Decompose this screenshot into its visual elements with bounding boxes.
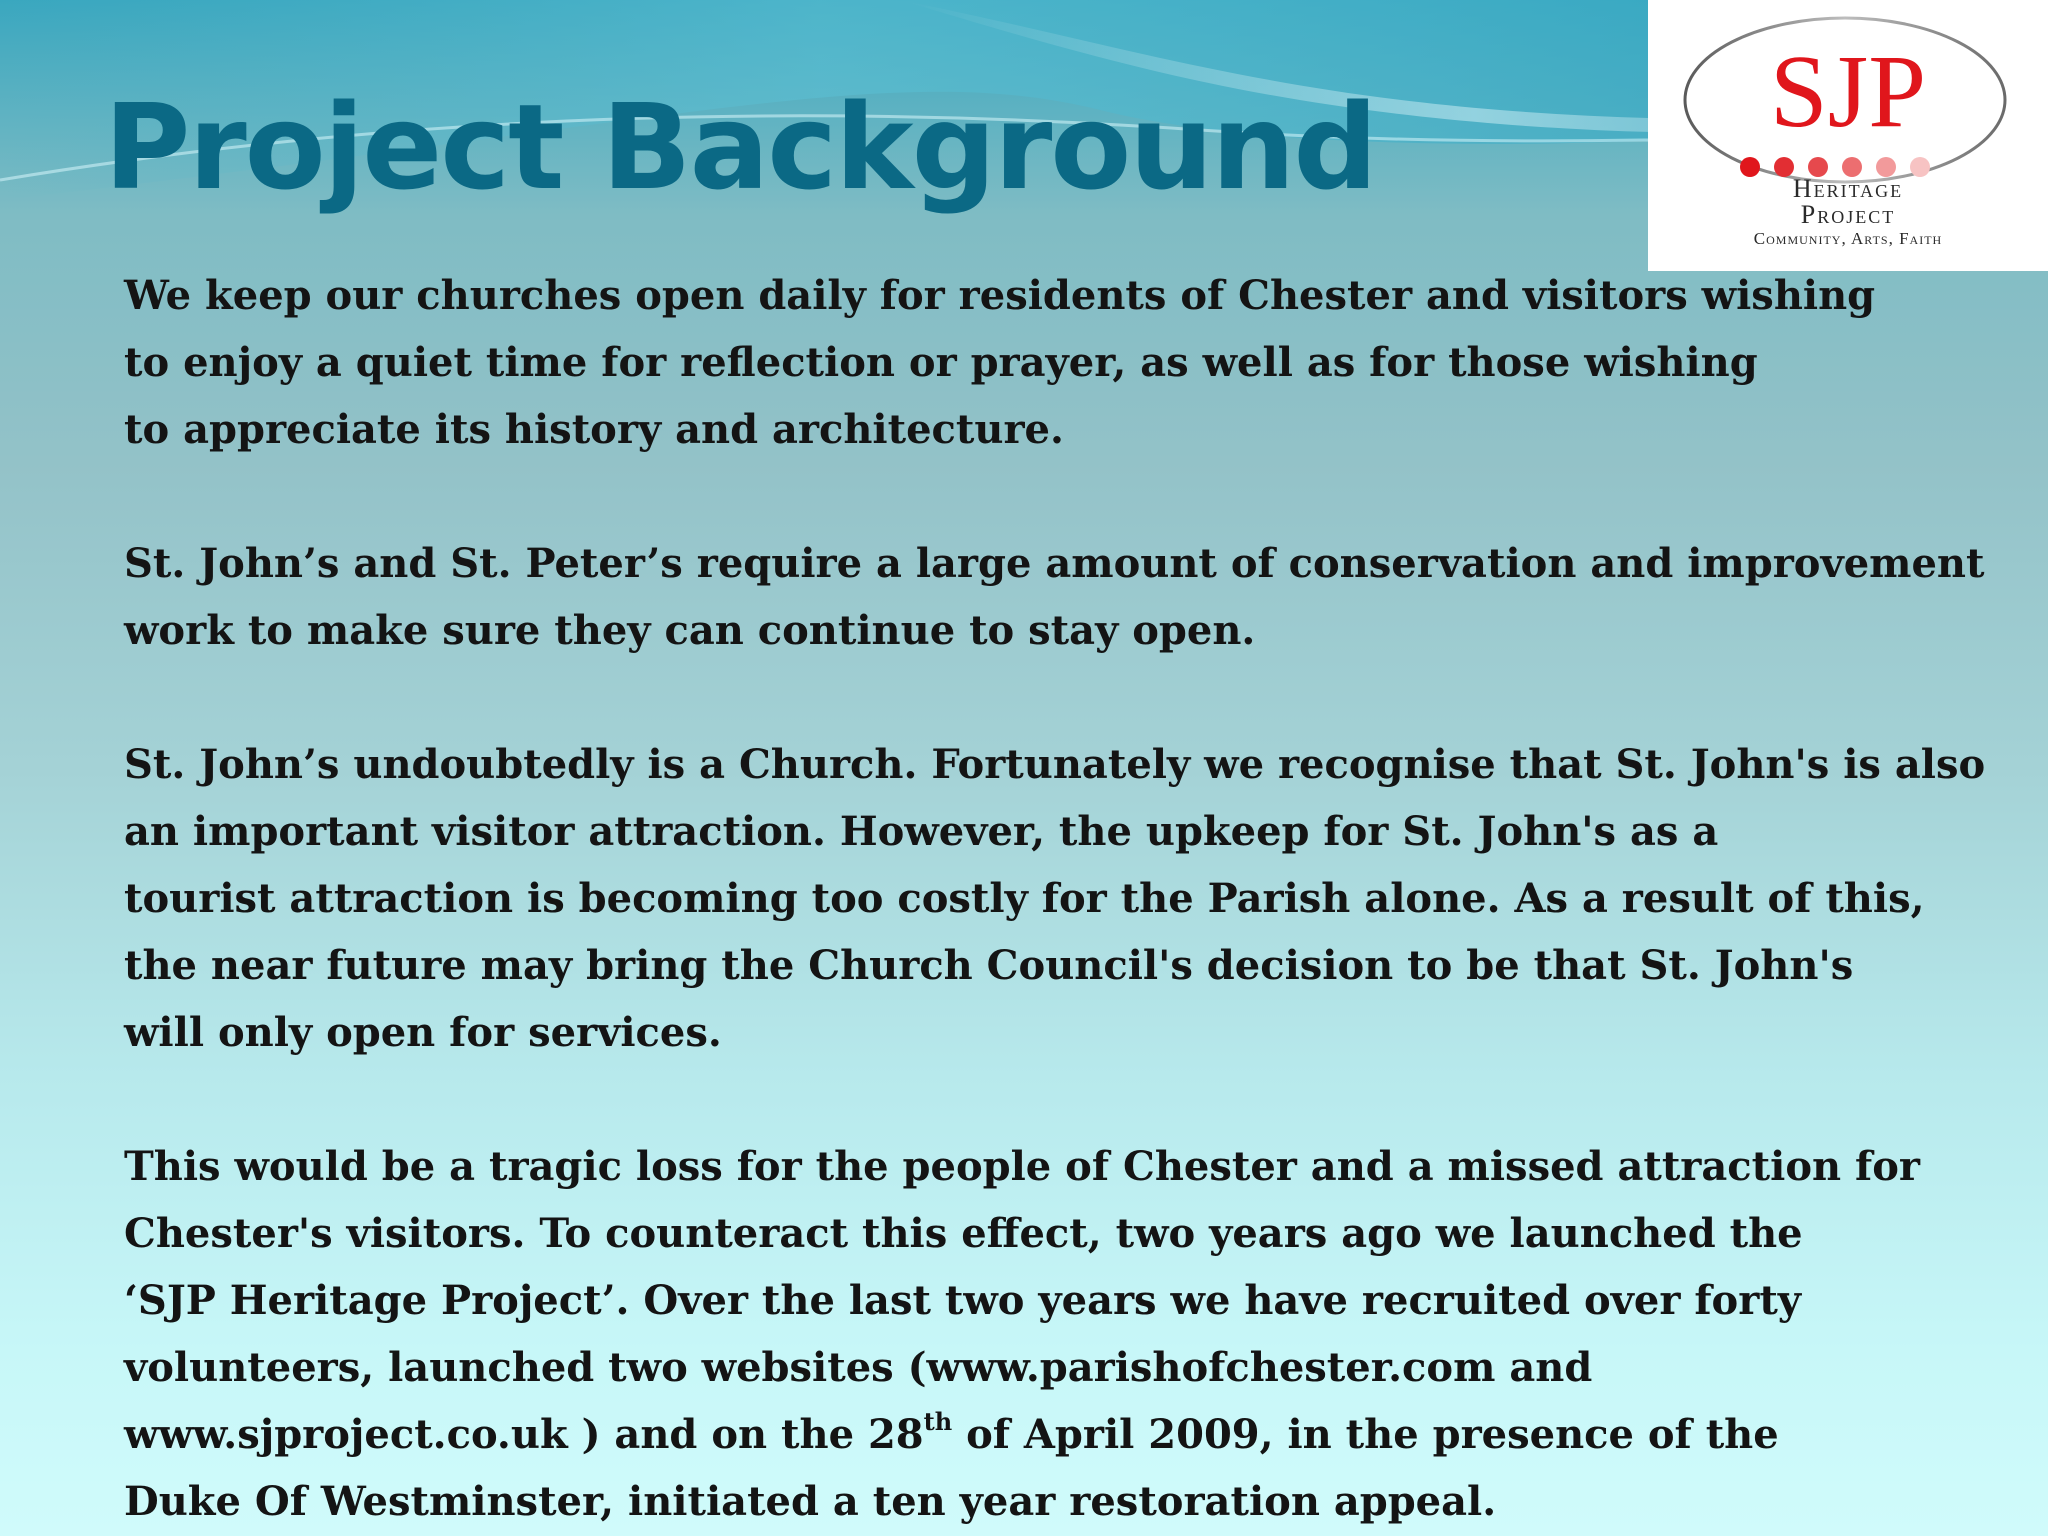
body-text <box>124 262 2004 1535</box>
text-line: This would be a tragic loss for the people of Chester and a missed attraction for <box>124 1143 1920 1190</box>
text-line: work to make sure they can continue to stay open. <box>124 607 1256 654</box>
logo-dot-6 <box>1910 157 1930 177</box>
sjp-logo <box>1648 0 2048 271</box>
text-fragment: www.sjproject.co.uk ) and on the 28 <box>124 1411 924 1458</box>
text-line: St. John’s undoubtedly is a Church. Fortunately we recognise that St. John's is also <box>124 741 1986 788</box>
slide-title: Project Background <box>104 78 1376 216</box>
logo-line-heritage: Heritage <box>1792 174 1904 203</box>
text-fragment: of April 2009, in the presence of the <box>952 1411 1779 1458</box>
logo-dot-2 <box>1774 157 1794 177</box>
text-line: tourist attraction is becoming too costly for the Parish alone. As a result of this, <box>124 875 1925 922</box>
text-line: will only open for services. <box>124 1009 722 1056</box>
text-line: St. John’s and St. Peter’s require a large amount of conservation and improvement <box>124 540 1985 587</box>
ordinal-suffix: th <box>923 1406 953 1436</box>
text-line-with-date <box>124 1401 2004 1468</box>
text-line: to appreciate its history and architecture. <box>124 406 1064 453</box>
text-line: the near future may bring the Church Council's decision to be that St. John's <box>124 942 1854 989</box>
text-line: We keep our churches open daily for residents of Chester and visitors wishing <box>124 272 1876 319</box>
paragraph-2 <box>124 530 2004 664</box>
logo-line-project: Project <box>1800 200 1896 229</box>
logo-mark: SJP <box>1769 34 1927 149</box>
text-line: volunteers, launched two websites (www.parishofchester.com and <box>124 1344 1593 1391</box>
text-line: to enjoy a quiet time for reflection or prayer, as well as for those wishing <box>124 339 1758 386</box>
logo-dot-1 <box>1740 157 1760 177</box>
text-line: ‘SJP Heritage Project’. Over the last two years we have recruited over forty <box>124 1277 1802 1324</box>
paragraph-3 <box>124 731 2004 1066</box>
paragraph-1 <box>124 262 2004 463</box>
text-line: Chester's visitors. To counteract this effect, two years ago we launched the <box>124 1210 1803 1257</box>
text-line: an important visitor attraction. However, the upkeep for St. John's as a <box>124 808 1719 855</box>
text-line: Duke Of Westminster, initiated a ten year restoration appeal. <box>124 1478 1497 1525</box>
logo-line-tagline: Community, Arts, Faith <box>1753 229 1943 248</box>
paragraph-4 <box>124 1133 2004 1535</box>
